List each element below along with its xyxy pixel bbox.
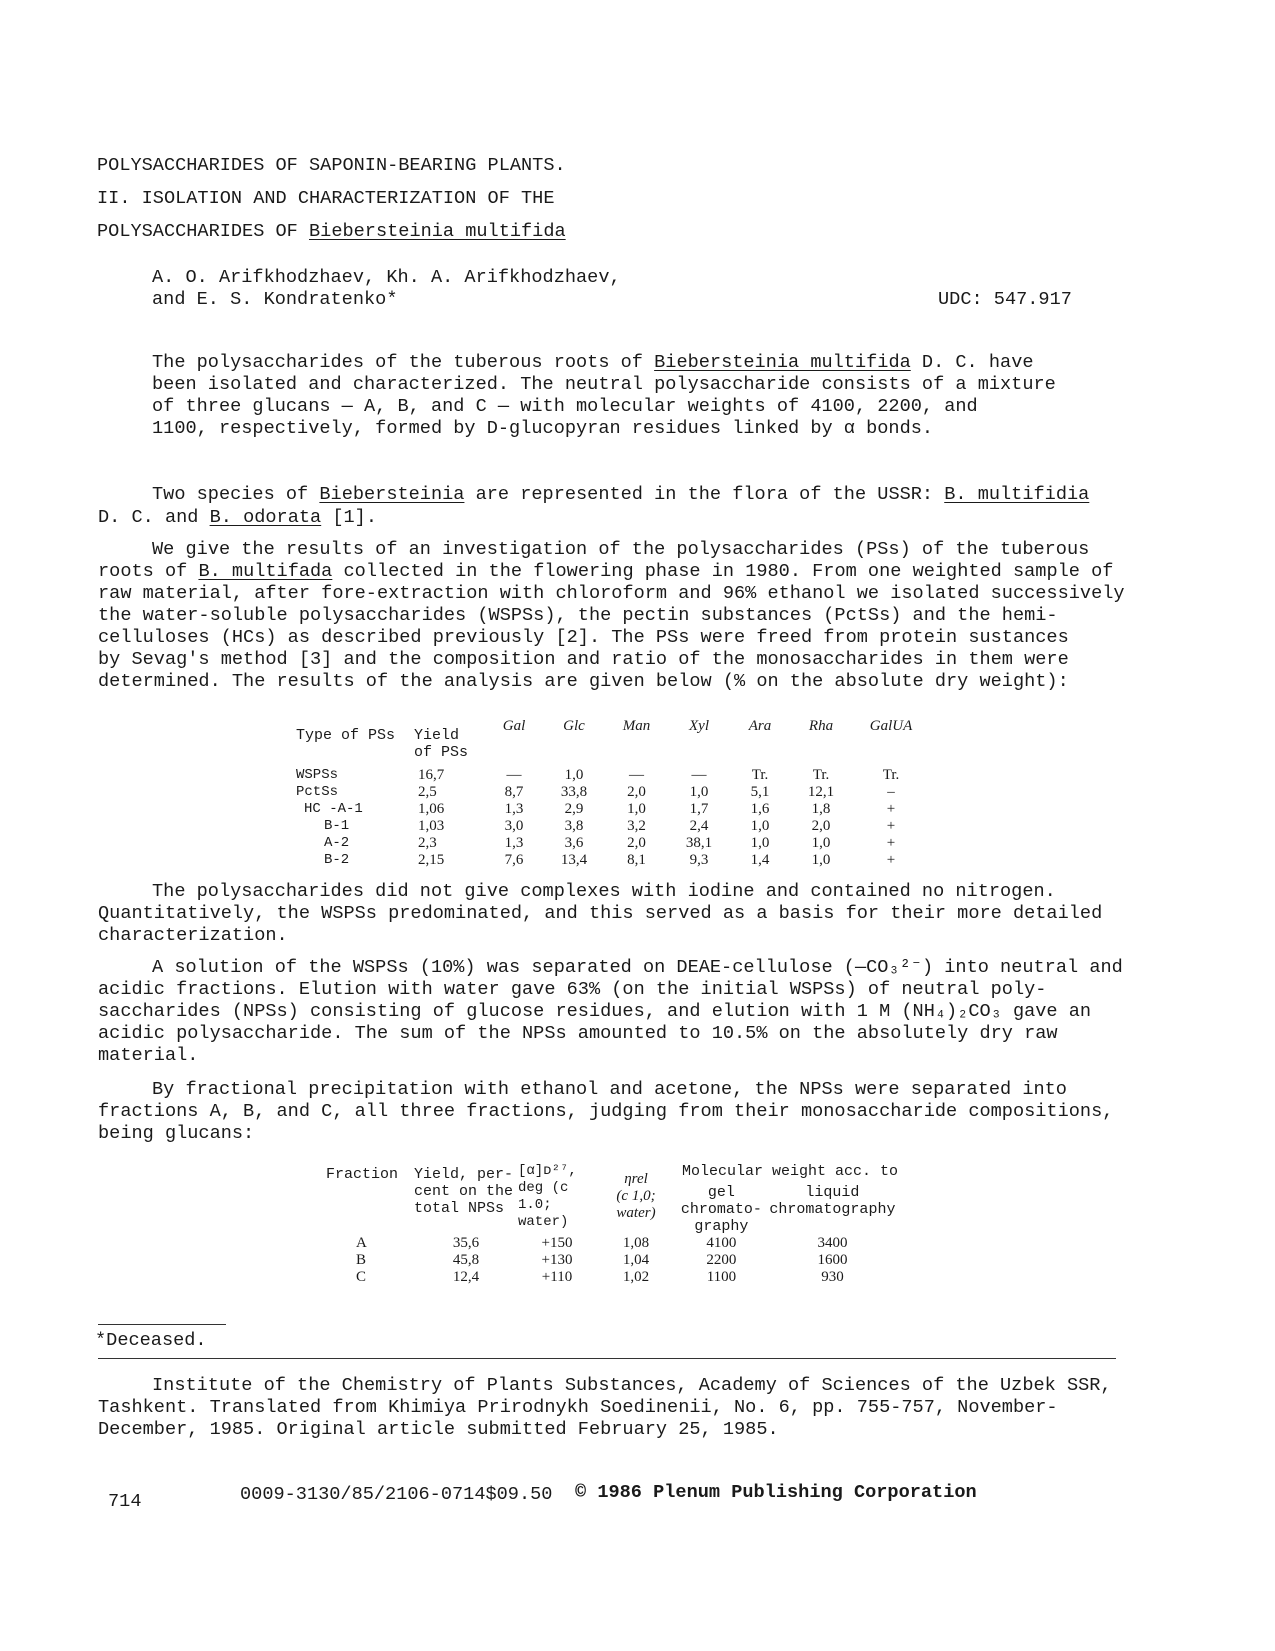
table-cell: 2,0 [627,784,646,800]
body-p2-line-1: We give the results of an investigation of the polysaccharides (PSs) of the tuberous [152,539,1090,560]
title-prefix: POLYSACCHARIDES OF [97,221,310,242]
row-label: A-2 [324,835,350,851]
table-cell: 1,03 [418,818,445,834]
table-header: Type of PSs [296,727,396,744]
table-row [326,1269,898,1286]
table-cell: 1,0 [689,784,709,800]
table-1 [296,718,931,869]
table-cell: 3400 [817,1235,848,1251]
table-cell: 3,0 [504,818,524,834]
body-p2-line-6: by Sevag's method [3] and the composition and ratio of the monosaccharides in them were [98,649,1069,670]
institute-line-2: Tashkent. Translated from Khimiya Prirodnykh Soedinenii, No. 6, pp. 755-757, November- [98,1397,1058,1418]
table-cell: 1100 [706,1269,737,1285]
table-header: Fraction [326,1166,399,1183]
body-p4-line-4: acidic polysaccharide. The sum of the NPSs amounted to 10.5% on the absolutely dry raw [98,1023,1058,1044]
table-cell: +150 [541,1235,573,1251]
table-cell: 2,15 [418,852,445,868]
genus-name: Biebersteinia [319,484,465,505]
body-p4-line-5: material. [98,1045,199,1066]
table-cell: +130 [541,1252,573,1268]
authors-line-2: and E. S. Kondratenko* [152,289,398,310]
body-text: Two species of [152,484,320,505]
row-label: HC -A-1 [304,801,363,817]
table-header: Glc [563,718,585,734]
body-p1-line-1 [152,484,1089,506]
body-p3-line-1: The polysaccharides did not give complexes with iodine and contained no nitrogen. [152,881,1056,902]
table-row [296,767,931,784]
title-line-2: II. ISOLATION AND CHARACTERIZATION OF THE [97,188,555,209]
table-row [296,852,931,869]
row-label: B-2 [324,852,350,868]
body-text: are represented in the flora of the USSR: [464,484,945,505]
monosaccharide-table [296,718,931,869]
table-cell: 2,9 [564,801,584,817]
institute-line-3: December, 1985. Original article submitted February 25, 1985. [98,1419,779,1440]
table-header: Yield, per- cent on the total NPSs [414,1166,514,1217]
table-cell: 1,7 [689,801,709,817]
body-text: collected in the flowering phase in 1980. From one weighted sample of [332,561,1114,582]
table-cell: Tr. [812,767,830,783]
table-cell: 1,0 [811,835,831,851]
abstract-line-1 [152,352,1034,374]
body-p2-line-3: raw material, after fore-extraction with chloroform and 96% ethanol we isolated successively [98,583,1125,604]
fraction-table [326,1163,898,1286]
species-name: B. multifidia [944,484,1090,505]
table-header: [α]ᴅ²⁷, deg (c 1.0; water) [518,1163,577,1230]
body-text: roots of [98,561,199,582]
table-cell: 9,3 [689,852,709,868]
body-p5-line-2: fractions A, B, and C, all three fractions, judging from their monosaccharide compositions, [98,1101,1114,1122]
table-header: ηrel (c 1,0; water) [616,1171,656,1221]
table-header: Ara [748,718,772,734]
row-label: PctSs [296,784,339,800]
table-cell: – [887,784,895,800]
table-cell: 2,0 [627,835,646,851]
row-label: B [356,1252,367,1268]
abstract-line-2: been isolated and characterized. The neutral polysaccharide consists of a mixture [152,374,1056,395]
table-cell: 1,0 [564,767,584,783]
table-cell: 1,3 [504,801,524,817]
table-cell: 38,1 [685,835,713,851]
table-cell: 3,8 [564,818,584,834]
body-p3-line-3: characterization. [98,925,288,946]
table-cell: 1,04 [622,1252,650,1268]
table-cell: — [506,767,522,783]
body-p2-line-5: celluloses (HCs) as described previously [2]. The PSs were freed from protein sustances [98,627,1069,648]
body-p3-line-2: Quantitatively, the WSPSs predominated, and this served as a basis for their more detailed [98,903,1103,924]
table-cell: 12,1 [807,784,835,800]
table-2 [326,1163,898,1286]
table-header: gel chromato- graphy [680,1184,762,1235]
table-cell: 930 [821,1269,844,1285]
table-cell: 35,6 [452,1235,480,1251]
copyright: © 1986 Plenum Publishing Corporation [575,1482,977,1503]
table-cell: 1600 [817,1252,848,1268]
table-cell: 2,4 [689,818,709,834]
body-p2-line-7: determined. The results of the analysis are given below (% on the absolute dry weight): [98,671,1069,692]
table-cell: 5,1 [750,784,770,800]
table-cell: 45,8 [452,1252,480,1268]
row-label: A [356,1235,367,1251]
species-name: B. multifada [198,561,333,582]
table-cell: 1,0 [750,818,770,834]
table-row [326,1235,898,1252]
table-cell: 4100 [706,1235,737,1251]
footnote-rule [98,1324,226,1325]
udc-number: UDC: 547.917 [938,289,1072,310]
table-cell: 1,0 [627,801,646,817]
table-cell: 2,5 [418,784,437,800]
abstract-species: Biebersteinia multifida [654,352,911,373]
page-number: 714 [108,1491,142,1512]
row-label: C [356,1269,367,1285]
table-cell: 1,6 [750,801,770,817]
table-cell: + [886,818,896,834]
footnote: *Deceased. [95,1330,207,1351]
table-cell: 12,4 [452,1269,480,1285]
table-cell: — [629,767,644,783]
table-header: Yield of PSs [414,727,469,761]
table-header: Gal [502,718,526,734]
table-cell: 1,0 [811,852,831,868]
abstract-line-3: of three glucans — A, B, and C — with molecular weights of 4100, 2200, and [152,396,978,417]
body-p4-line-1: A solution of the WSPSs (10%) was separated on DEAE-cellulose (—CO₃²⁻) into neutral and [152,957,1123,978]
table-cell: 2,0 [811,818,831,834]
table-cell: 3,2 [627,818,646,834]
table-cell: 33,8 [560,784,588,800]
table-cell: 13,4 [560,852,588,868]
table-cell: Tr. [751,767,769,783]
title-line-3 [97,221,566,243]
table-cell: 1,06 [418,801,445,817]
body-p4-line-3: saccharides (NPSs) consisting of glucose residues, and elution with 1 M (NH₄)₂CO₃ gave an [98,1001,1092,1022]
table-row [296,784,931,801]
body-text: D. C. and [98,507,210,528]
table-2-body [326,1235,898,1286]
table-cell: + [886,852,896,868]
table-cell: 16,7 [418,767,445,783]
table-cell: — [691,767,707,783]
table-cell: 7,6 [504,852,524,868]
table-cell: 1,8 [811,801,831,817]
table-row [296,835,931,852]
table-header: Molecular weight acc. to [682,1163,899,1180]
article-code: 0009-3130/85/2106-0714$09.50 [240,1484,553,1505]
table-header: Rha [808,718,834,734]
body-p1-line-2 [98,507,377,529]
table-row [296,801,931,818]
body-p2-line-4: the water-soluble polysaccharides (WSPSs), the pectin substances (PctSs) and the hemi- [98,605,1058,626]
body-p2-line-2 [98,561,1113,583]
table-cell: Tr. [882,767,900,783]
table-header: liquid chromatography [769,1184,896,1218]
table-cell: 2200 [706,1252,737,1268]
body-p4-line-2: acidic fractions. Elution with water gave 63% (on the initial WSPSs) of neutral poly- [98,979,1047,1000]
table-row [326,1252,898,1269]
table-cell: 1,0 [750,835,770,851]
table-cell: + [886,801,896,817]
abstract-text: The polysaccharides of the tuberous roots of [152,352,655,373]
abstract-line-4: 1100, respectively, formed by D-glucopyran residues linked by α bonds. [152,418,934,439]
institute-line-1: Institute of the Chemistry of Plants Substances, Academy of Sciences of the Uzbek SSR, [152,1375,1112,1396]
species-name: B. odorata [209,507,322,528]
table-cell: + [886,835,896,851]
table-1-body [296,767,931,869]
abstract-text: D. C. have [910,352,1034,373]
body-p5-line-3: being glucans: [98,1123,255,1144]
table-cell: 8,1 [627,852,646,868]
body-p5-line-1: By fractional precipitation with ethanol and acetone, the NPSs were separated into [152,1079,1067,1100]
table-cell: 1,4 [750,852,770,868]
table-header: GalUA [869,718,913,734]
title-species: Biebersteinia multifida [309,221,566,242]
table-cell: 8,7 [504,784,524,800]
title-line-1: POLYSACCHARIDES OF SAPONIN-BEARING PLANTS. [97,155,566,176]
table-cell: 2,3 [418,835,437,851]
table-header: Xyl [689,718,709,734]
authors-line-1: A. O. Arifkhodzhaev, Kh. A. Arifkhodzhaev, [152,267,621,288]
table-cell: 1,02 [622,1269,650,1285]
table-cell: +110 [541,1269,573,1285]
table-header: Man [622,718,651,734]
row-label: WSPSs [296,767,339,783]
table-cell: 1,08 [622,1235,650,1251]
table-row [296,818,931,835]
body-text: [1]. [321,507,377,528]
table-cell: 3,6 [564,835,584,851]
table-cell: 1,3 [504,835,524,851]
row-label: B-1 [324,818,350,834]
footer-divider [98,1358,1116,1359]
